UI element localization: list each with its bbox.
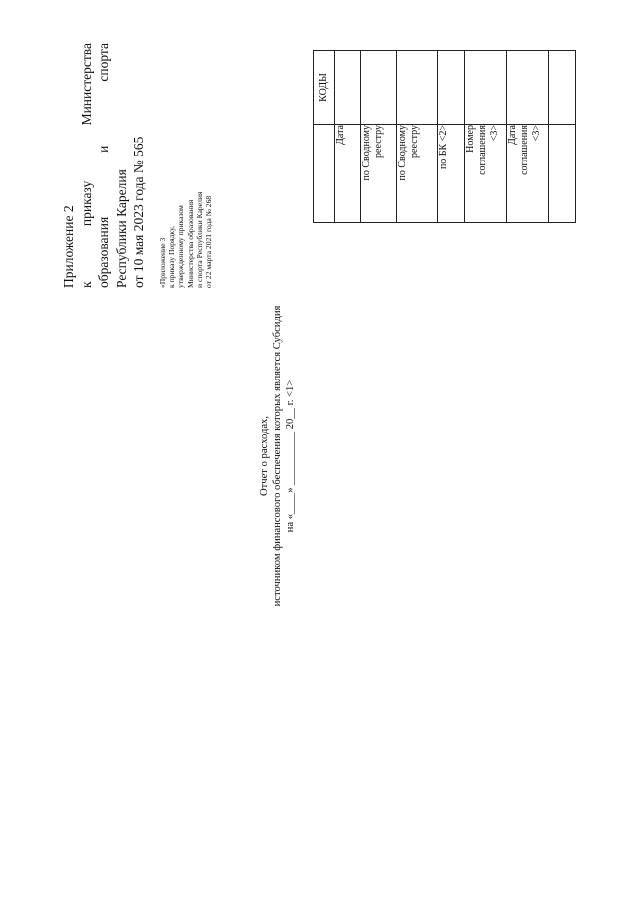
code-cell — [361, 51, 397, 125]
table-row — [549, 51, 576, 223]
code-cell — [465, 51, 507, 125]
table-row: по Сводному реестру — [397, 51, 438, 223]
code-cell — [335, 51, 361, 125]
appendix-line-4: Республики Карелия — [113, 169, 129, 288]
appendix-header — [60, 43, 148, 288]
table-row: Дата соглашения <3> — [507, 51, 549, 223]
prior-appendix-note: «Приложение 3 к приказу Порядку, утвержденному приказом Министерства образования и спорта Республики Карелия от 22 марта 2021 года № 268 — [158, 191, 214, 288]
codes-table-wrapper — [313, 50, 576, 223]
appendix-line-3: образования и спорта — [96, 43, 111, 288]
report-title: Отчет о расходах, источником финансового обеспечения которых является Субсидия на «____» __________ 20__ г. <1> — [259, 305, 296, 607]
appendix-line-2: к приказу Министерства — [78, 43, 94, 288]
appendix-title: Приложение 2 — [61, 205, 76, 288]
table-row: Номер соглашения <3> — [465, 51, 507, 223]
codes-table — [313, 50, 576, 223]
codes-header-row — [314, 51, 335, 223]
code-cell — [397, 51, 438, 125]
appendix-line-5: от 10 мая 2023 года № 565 — [131, 136, 146, 288]
table-row: по БК <2> — [438, 51, 465, 223]
table-row: по Сводному реестру — [361, 51, 397, 223]
code-cell — [438, 51, 465, 125]
codes-header: КОДЫ — [314, 51, 335, 125]
code-cell — [507, 51, 549, 125]
code-cell — [549, 51, 576, 125]
table-row: Дата — [335, 51, 361, 223]
